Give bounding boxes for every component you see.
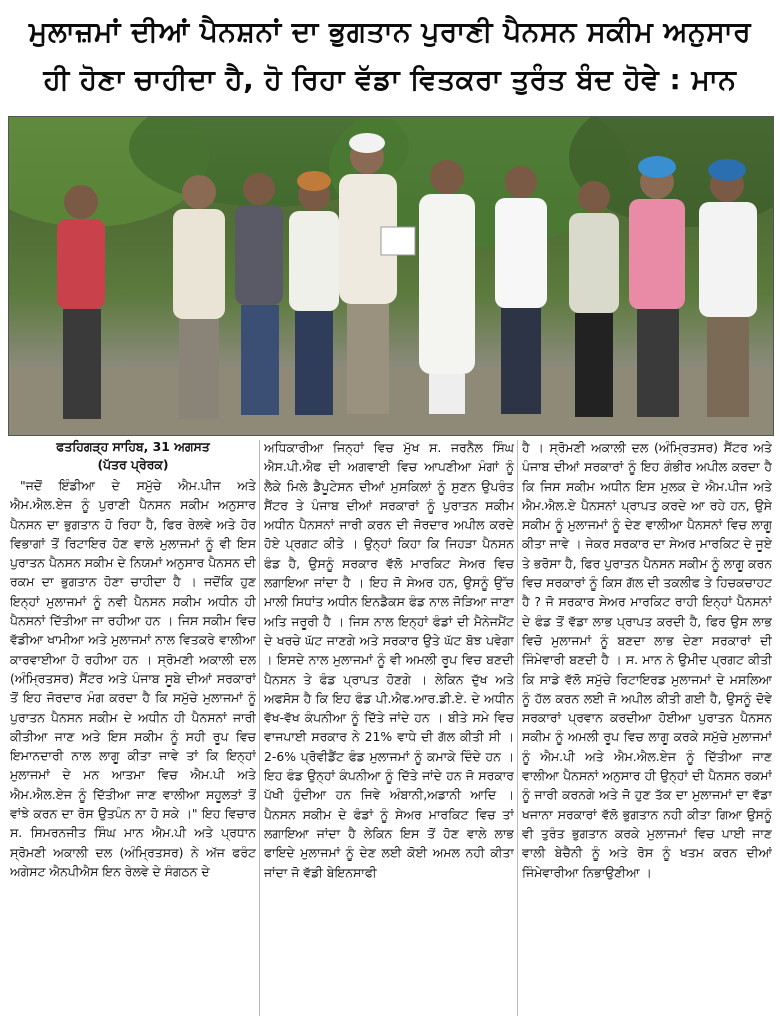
article-column-3 [522, 438, 772, 1018]
article-column-2 [264, 438, 514, 1018]
headline-line-2: ਹੀ ਹੋਣਾ ਚਾਹੀਦਾ ਹੈ, ਹੋ ਰਿਹਾ ਵੱਡਾ ਵਿਤਕਰਾ ਤੁਰੰਤ ਬੰਦ ਹੋਵੇ : ਮਾਨ [43, 63, 737, 96]
headline [10, 8, 770, 104]
column-divider [517, 440, 518, 1016]
headline-line-1: ਮੁਲਾਜ਼ਮਾਂ ਦੀਆਂ ਪੈਨਸ਼ਨਾਂ ਦਾ ਭੁਗਤਾਨ ਪੁਰਾਣੀ ਪੈਨਸਨ ਸਕੀਮ ਅਨੁਸਾਰ [28, 15, 752, 48]
column-divider [259, 440, 260, 1016]
article-text-col3: ਹੈ । ਸ੍ਰੋਮਣੀ ਅਕਾਲੀ ਦਲ (ਅੰਮ੍ਰਿਤਸਰ) ਸੈਂਟਰ ਅਤੇ ਪੰਜਾਬ ਦੀਆਂ ਸਰਕਾਰਾਂ ਨੂੰ ਇਹ ਗੰਭੀਰ ਅਪੀਲ ਕਰਦਾ ਹੈ ਕਿ ਜਿਸ ਸਕੀਮ ਅਧੀਨ ਇਸ ਮੁਲਕ ਦੇ ਐਮ.ਪੀਜ ਅਤੇ ਐਮ.ਐਲ.ਏ ਪੈਨਸਨਾਂ ਪ੍ਰਾਪਤ ਕਰਦੇ ਆ ਰਹੇ ਹਨ, ਉਸੇ ਸਕੀਮ ਨੂੰ ਮੁਲਾਜਮਾਂ ਨੂੰ ਦੇਣ ਵਾਲੀਆ ਪੈਨਸਨਾਂ ਵਿਚ ਲਾਗੂ ਕੀਤਾ ਜਾਵੇ । ਜੇਕਰ ਸਰਕਾਰ ਦਾ ਸੇਅਰ ਮਾਰਕਿਟ ਦੇ ਜੂਏ ਤੇ ਭਰੋਸਾ ਹੈ, ਫਿਰ ਪੁਰਾਤਨ ਪੈਨਸਨ ਸਕੀਮ ਨੂੰ ਲਾਗੂ ਕਰਨ ਵਿਚ ਸਰਕਾਰਾਂ ਨੂੰ ਕਿਸ ਗੱਲ ਦੀ ਤਕਲੀਫ ਤੇ ਹਿਚਕਚਾਹਟ ਹੈ ? ਜੋ ਸਰਕਾਰ ਸੇਅਰ ਮਾਰਕਿਟ ਰਾਹੀ ਇਨ੍ਹਾਂ ਪੈਨਸਨਾਂ ਦੇ ਫੰਡ ਤੋਂ ਵੱਡਾ ਲਾਭ ਪ੍ਰਾਪਤ ਕਰਦੀ ਹੈ, ਫਿਰ ਉਸ ਲਾਭ ਵਿਚੋ ਮੁਲਾਜਮਾਂ ਨੂੰ ਬਣਦਾ ਲਾਭ ਦੇਣਾ ਸਰਕਾਰਾਂ ਦੀ ਜਿੰਮੇਵਾਰੀ ਬਣਦੀ ਹੈ । ਸ. ਮਾਨ ਨੇ ਉਮੀਦ ਪ੍ਰਗਟ ਕੀਤੀ ਕਿ ਸਾਡੇ ਵੱਲੋ ਸਮੁੱਚੇ ਰਿਟਾਇਰਡ ਮੁਲਾਜਮਾਂ ਦੇ ਮਸਲਿਆ ਨੂੰ ਹੱਲ ਕਰਨ ਲਈ ਜੋ ਅਪੀਲ ਕੀਤੀ ਗਈ ਹੈ, ਉਸਨੂੰ ਦੋਵੇ ਸਰਕਾਰਾਂ ਪ੍ਰਵਾਨ ਕਰਦੀਆ ਹੋਈਆ ਪੁਰਾਤਨ ਪੈਨਸਨ ਸਕੀਮ ਨੂੰ ਅਮਲੀ ਰੂਪ ਵਿਚ ਲਾਗੂ ਕਰਕੇ ਸਮੁੱਚੇ ਮੁਲਾਜਮਾਂ ਨੂੰ ਐਮ.ਪੀ ਅਤੇ ਐਮ.ਐਲ.ਏਜ ਨੂੰ ਦਿੱਤੀਆ ਜਾਣ ਵਾਲੀਆ ਪੈਨਸਨਾਂ ਅਨੁਸਾਰ ਹੀ ਉਨ੍ਹਾਂ ਦੀ ਪੈਨਸਨ ਰਕਮਾਂ ਨੂੰ ਜਾਰੀ ਕਰਨਗੇ ਅਤੇ ਜੋ ਹੁਣ ਤੱਕ ਦਾ ਮੁਲਾਜਮਾਂ ਦਾ ਵੱਡਾ ਖਜਾਨਾ ਸਰਕਾਰਾਂ ਵੱਲੋ ਭੁਗਤਾਨ ਨਹੀ ਕੀਤਾ ਗਿਆ ਉਸਨੂੰ ਵੀ ਤੁਰੰਤ ਭੁਗਤਾਨ ਕਰਕੇ ਮੁਲਾਜਮਾਂ ਵਿਚ ਪਾਈ ਜਾਣ ਵਾਲੀ ਬੇਚੈਨੀ ਨੂੰ ਅਤੇ ਰੋਸ ਨੂੰ ਖਤਮ ਕਰਨ ਦੀਆਂ ਜਿੰਮੇਵਾਰੀਆ ਨਿਭਾਉਣੀਆ । [522, 440, 772, 880]
article-text-col2: ਅਧਿਕਾਰੀਆ ਜਿਨ੍ਹਾਂ ਵਿਚ ਮੁੱਖ ਸ. ਜਰਨੈਲ ਸਿੰਘ ਐਸ.ਪੀ.ਐਫ ਦੀ ਅਗਵਾਈ ਵਿਚ ਆਪਣੀਆ ਮੰਗਾਂ ਨੂੰ ਲੈਕੇ ਮਿਲੇ ਡੈਪੂਟੇਸਨ ਦੀਆਂ ਮੁਸਕਿਲਾਂ ਨੂੰ ਸੁਣਨ ਉਪਰੰਤ ਸੈਂਟਰ ਤੇ ਪੰਜਾਬ ਦੀਆਂ ਸਰਕਾਰਾਂ ਨੂੰ ਪੁਰਾਤਨ ਸਕੀਮ ਅਧੀਨ ਪੈਨਸਨਾਂ ਜਾਰੀ ਕਰਨ ਦੀ ਜੋਰਦਾਰ ਅਪੀਲ ਕਰਦੇ ਹੋਏ ਪ੍ਰਗਟ ਕੀਤੇ । ਉਨ੍ਹਾਂ ਕਿਹਾ ਕਿ ਜਿਹੜਾ ਪੈਨਸਨ ਫੰਡ ਹੈ, ਉਸਨੂੰ ਸਰਕਾਰ ਵੱਲੋ ਮਾਰਕਿਟ ਸੇਅਰ ਵਿਚ ਲਗਾਇਆ ਜਾਂਦਾ ਹੈ । ਇਹ ਜੋ ਸੇਅਰ ਹਨ, ਉਸਨੂੰ ਉੱਚ ਮਾਲੀ ਸਿਧਾਂਤ ਅਧੀਨ ਇਨਡੈਕਸ ਫੰਡ ਨਾਲ ਜੋੜਿਆ ਜਾਣਾ ਅਤਿ ਜਰੂਰੀ ਹੈ । ਜਿਸ ਨਾਲ ਇਨ੍ਹਾਂ ਫੰਡਾਂ ਦੀ ਮੈਨੇਜਮੈਂਟ ਦੇ ਖਰਚੇ ਘੱਟ ਜਾਣਗੇ ਅਤੇ ਸਰਕਾਰ ਉਤੇ ਘੱਟ ਬੋਝ ਪਵੇਗਾ । ਇਸਦੇ ਨਾਲ ਮੁਲਾਜਮਾਂ ਨੂੰ ਵੀ ਅਮਲੀ ਰੂਪ ਵਿਚ ਬਣਦੀ ਪੈਨਸਨ ਤੇ ਫੰਡ ਪ੍ਰਾਪਤ ਹੋਣਗੇ । ਲੇਕਿਨ ਦੁੱਖ ਅਤੇ ਅਫਸੋਸ ਹੈ ਕਿ ਇਹ ਫੰਡ ਪੀ.ਐਫ.ਆਰ.ਡੀ.ਏ. ਦੇ ਅਧੀਨ ਵੱਖ-ਵੱਖ ਕੰਪਨੀਆ ਨੂੰ ਦਿੱਤੇ ਜਾਂਦੇ ਹਨ । ਬੀਤੇ ਸਮੇ ਵਿਚ ਵਾਜਪਾਈ ਸਰਕਾਰ ਨੇ 21% ਵਾਧੇ ਦੀ ਗੱਲ ਕੀਤੀ ਸੀ । 2-6% ਪ੍ਰੋਵੀਡੈਂਟ ਫੰਡ ਮੁਲਾਜਮਾਂ ਨੂੰ ਕਮਾਕੇ ਦਿੰਦੇ ਹਨ । ਇਹ ਫੰਡ ਉਨ੍ਹਾਂ ਕੰਪਨੀਆ ਨੂੰ ਦਿੱਤੇ ਜਾਂਦੇ ਹਨ ਜੋ ਸਰਕਾਰ ਪੱਖੀ ਹੁੰਦੀਆ ਹਨ ਜਿਵੇ ਅੰਬਾਨੀ,ਅਡਾਨੀ ਆਦਿ । ਪੈਨਸਨ ਸਕੀਮ ਦੇ ਫੰਡਾਂ ਨੂੰ ਸੇਅਰ ਮਾਰਕਿਟ ਵਿਚ ਤਾਂ ਲਗਾਇਆ ਜਾਂਦਾ ਹੈ ਲੇਕਿਨ ਇਸ ਤੋਂ ਹੋਣ ਵਾਲੇ ਲਾਭ ਫਾਇਦੇ ਮੁਲਾਜਮਾਂ ਨੂੰ ਦੇਣ ਲਈ ਕੋਈ ਅਮਲ ਨਹੀ ਕੀਤਾ ਜਾਂਦਾ ਜੋ ਵੱਡੀ ਬੇਇਨਸਾਫੀ [264, 440, 514, 880]
article-column-1 [10, 438, 256, 1018]
news-photo [8, 116, 774, 436]
dateline: ਫਤਹਿਗੜ੍ਹ ਸਾਹਿਬ, 31 ਅਗਸਤ [56, 439, 210, 454]
reporter-credit: (ਪੱਤਰ ਪ੍ਰੇਰਕ) [97, 457, 169, 472]
article-text-col1: "ਜਦੋਂ ਇੰਡੀਆ ਦੇ ਸਮੁੱਚੇ ਐਮ.ਪੀਜ ਅਤੇ ਐਮ.ਐਲ.ਏਜ ਨੂੰ ਪੁਰਾਣੀ ਪੈਨਸਨ ਸਕੀਮ ਅਨੁਸਾਰ ਪੈਨਸਨ ਦਾ ਭੁਗਤਾਨ ਹੋ ਰਿਹਾ ਹੈ, ਫਿਰ ਰੇਲਵੇ ਅਤੇ ਹੋਰ ਵਿਭਾਗਾਂ ਤੋਂ ਰਿਟਾਇਰ ਹੋਣ ਵਾਲੇ ਮੁਲਾਜਮਾਂ ਨੂੰ ਵੀ ਇਸ ਪੁਰਾਤਨ ਪੈਨਸਨ ਸਕੀਮ ਦੇ ਨਿਯਮਾਂ ਅਨੁਸਾਰ ਪੈਨਸਨ ਦੀ ਰਕਮ ਦਾ ਭੁਗਤਾਨ ਹੋਣਾ ਚਾਹੀਦਾ ਹੈ । ਜਦੋਂਕਿ ਹੁਣ ਇਨ੍ਹਾਂ ਮੁਲਾਜਮਾਂ ਨੂੰ ਨਵੀ ਪੈਨਸਨ ਸਕੀਮ ਅਧੀਨ ਹੀ ਪੈਨਸਨਾਂ ਦਿੱਤੀਆ ਜਾ ਰਹੀਆ ਹਨ । ਜਿਸ ਸਕੀਮ ਵਿਚ ਵੱਡੀਆ ਖਾਮੀਆ ਅਤੇ ਮੁਲਾਜਮਾਂ ਨਾਲ ਵਿਤਕਰੇ ਵਾਲੀਆ ਕਾਰਵਾਈਆ ਹੋ ਰਹੀਆ ਹਨ । ਸ੍ਰੋਮਣੀ ਅਕਾਲੀ ਦਲ (ਅੰਮ੍ਰਿਤਸਰ) ਸੈਂਟਰ ਅਤੇ ਪੰਜਾਬ ਸੂਬੇ ਦੀਆਂ ਸਰਕਾਰਾਂ ਤੋਂ ਇਹ ਜੋਰਦਾਰ ਮੰਗ ਕਰਦਾ ਹੈ ਕਿ ਸਮੁੱਚੇ ਮੁਲਾਜਮਾਂ ਨੂੰ ਪੁਰਾਤਨ ਪੈਨਸਨ ਸਕੀਮ ਦੇ ਅਧੀਨ ਹੀ ਪੈਨਸਨਾਂ ਜਾਰੀ ਕੀਤੀਆ ਜਾਣ ਅਤੇ ਇਸ ਸਕੀਮ ਨੂੰ ਸਹੀ ਰੂਪ ਵਿਚ ਇਮਾਨਦਾਰੀ ਨਾਲ ਲਾਗੂ ਕੀਤਾ ਜਾਵੇ ਤਾਂ ਕਿ ਇਨ੍ਹਾਂ ਮੁਲਾਜਮਾਂ ਦੇ ਮਨ ਆਤਮਾ ਵਿਚ ਐਮ.ਪੀ ਅਤੇ ਐਮ.ਐਲ.ਏਜ ਨੂੰ ਦਿੱਤੀਆ ਜਾਣ ਵਾਲੀਆ ਸਹੂਲਤਾਂ ਤੋਂ ਵਾਂਝੇ ਕਰਨ ਦਾ ਰੋਸ ਉਤਪੰਨ ਨਾ ਹੋ ਸਕੇ ।" ਇਹ ਵਿਚਾਰ ਸ. ਸਿਮਰਨਜੀਤ ਸਿੰਘ ਮਾਨ ਐਮ.ਪੀ ਅਤੇ ਪ੍ਰਧਾਨ ਸ੍ਰੋਮਣੀ ਅਕਾਲੀ ਦਲ (ਅੰਮ੍ਰਿਤਸਰ) ਨੇ ਅੱਜ ਫਰੰਟ ਅਗੇਸਟ ਐਨਪੀਐਸ ਇਨ ਰੇਲਵੇ ਦੇ ਸੰਗਠਨ ਦੇ [10, 478, 256, 879]
group-photo-illustration [9, 117, 773, 435]
